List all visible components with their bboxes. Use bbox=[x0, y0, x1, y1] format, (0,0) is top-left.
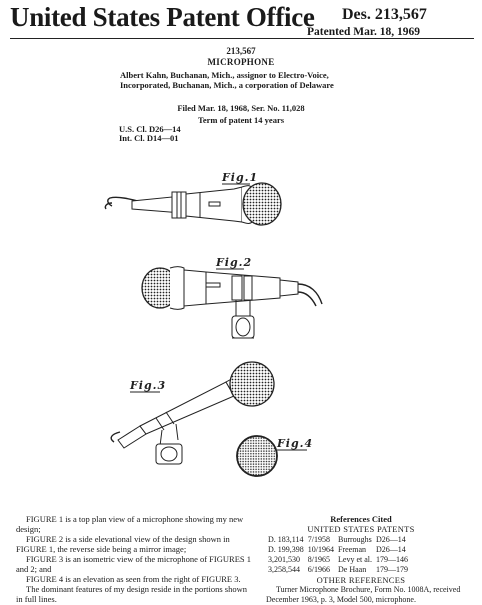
filing-info: Filed Mar. 18, 1968, Ser. No. 11,028 bbox=[177, 103, 305, 113]
patented-date: Patented Mar. 18, 1969 bbox=[307, 26, 420, 38]
ref-date: 10/1964 bbox=[307, 545, 335, 554]
description-paragraph: FIGURE 1 is a top plan view of a microphone showing my new design; bbox=[16, 514, 244, 534]
ref-date: 8/1965 bbox=[307, 555, 331, 564]
references-table bbox=[266, 535, 410, 575]
ref-class: 179—179 bbox=[376, 565, 408, 574]
ref-date: 7/1958 bbox=[307, 535, 331, 544]
ref-name: Burroughs bbox=[338, 535, 372, 544]
ref-number: 3,201,530 bbox=[268, 555, 300, 564]
references-title: References Cited bbox=[330, 514, 392, 524]
ref-name: Levy et al. bbox=[338, 555, 372, 564]
us-classification: U.S. Cl. D26—14 bbox=[119, 124, 181, 134]
reference-row bbox=[266, 535, 410, 545]
patent-term: Term of patent 14 years bbox=[197, 115, 285, 125]
us-patents-heading: UNITED STATES PATENTS bbox=[307, 524, 415, 534]
figure-descriptions bbox=[16, 514, 252, 604]
ref-name: De Haan bbox=[338, 565, 367, 574]
ref-date: 6/1966 bbox=[307, 565, 331, 574]
figure-4-drawing bbox=[237, 436, 277, 476]
ref-number: D. 199,398 bbox=[268, 545, 304, 554]
fig-1-label: Fig.1 bbox=[222, 171, 259, 184]
fig-2-label: Fig.2 bbox=[216, 256, 253, 269]
fig-4-label: Fig.4 bbox=[277, 437, 314, 450]
design-patent-number: Des. 213,567 bbox=[342, 6, 427, 23]
patent-number: 213,567 bbox=[226, 46, 256, 56]
reference-row bbox=[266, 565, 410, 575]
fig-3-label: Fig.3 bbox=[130, 379, 167, 392]
ref-class: 179—146 bbox=[376, 555, 408, 564]
international-classification: Int. Cl. D14—01 bbox=[119, 133, 179, 143]
other-references-text: Turner Microphone Brochure, Form No. 1008A, received December 1963, p. 3, Model 500, microphone. bbox=[266, 585, 461, 604]
inventor-assignee: Albert Kahn, Buchanan, Mich., assignor to Electro-Voice, Incorporated, Buchanan, Mich., a corporation of Delaware bbox=[120, 70, 334, 90]
ref-name: Freeman bbox=[338, 545, 367, 554]
description-paragraph: FIGURE 4 is an elevation as seen from the right of FIGURE 3. bbox=[26, 574, 241, 584]
patent-office-title: United States Patent Office bbox=[10, 2, 315, 32]
reference-row bbox=[266, 555, 410, 565]
ref-class: D26—14 bbox=[376, 535, 406, 544]
description-paragraph: FIGURE 3 is an isometric view of the microphone of FIGURES 1 and 2; and bbox=[16, 554, 251, 574]
ref-class: D26—14 bbox=[376, 545, 406, 554]
reference-row bbox=[266, 545, 410, 555]
description-paragraph: FIGURE 2 is a side elevational view of the design shown in FIGURE 1, the reverse side being a mirror image; bbox=[16, 534, 230, 554]
ref-number: D. 183,114 bbox=[268, 535, 304, 544]
patent-title: MICROPHONE bbox=[207, 57, 275, 67]
other-references-heading: OTHER REFERENCES bbox=[316, 575, 406, 585]
description-paragraph: The dominant features of my design reside in the portions shown in full lines. bbox=[16, 584, 247, 604]
figure-2-drawing bbox=[142, 267, 322, 339]
ref-number: 3,258,544 bbox=[268, 565, 300, 574]
figure-1-drawing bbox=[105, 183, 281, 225]
